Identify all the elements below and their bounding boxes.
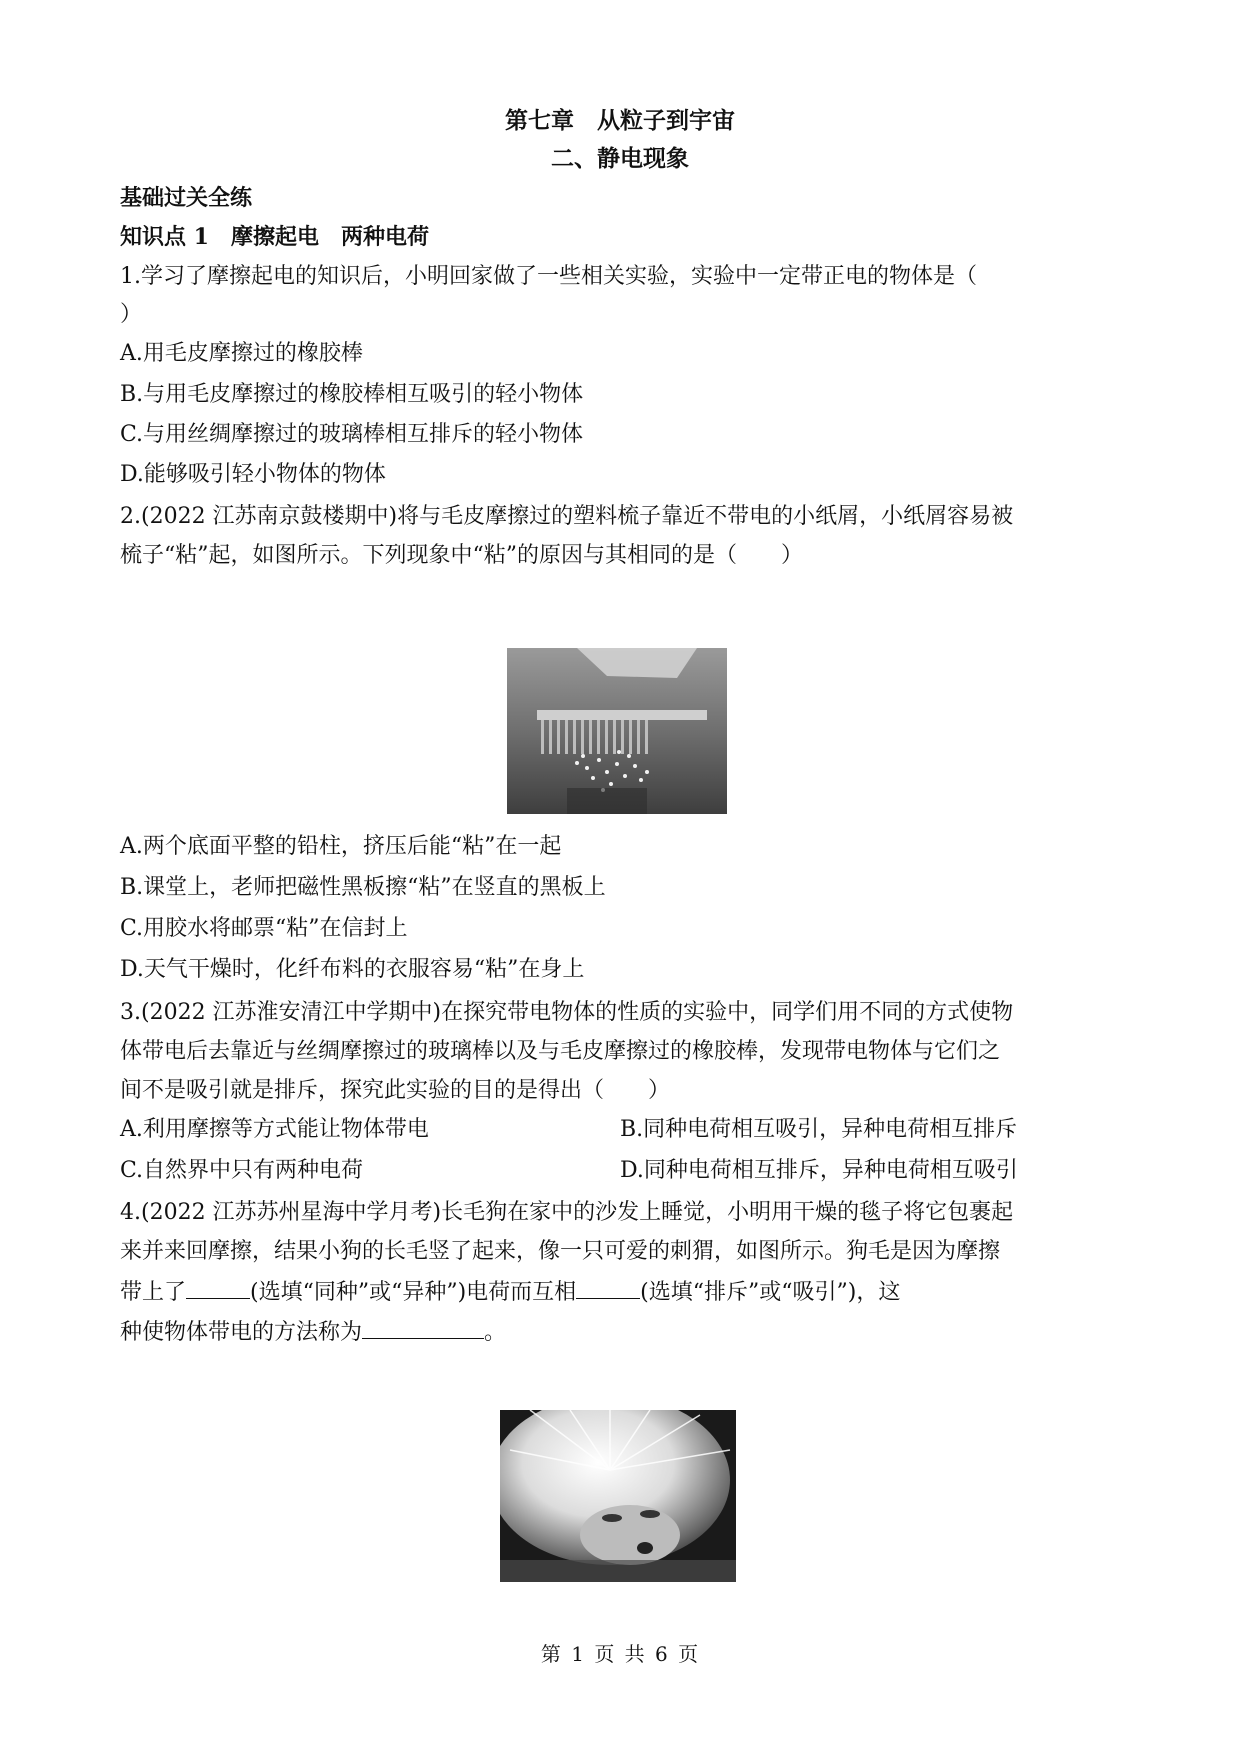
q3-option-d: D.同种电荷相互排斥，异种电荷相互吸引	[620, 1158, 1018, 1183]
q4-stem-line4	[120, 1316, 1130, 1348]
q2-option-a: A.两个底面平整的铅柱，挤压后能“粘”在一起	[120, 834, 562, 859]
q4-stem-line1: 4.(2022 江苏苏州星海中学月考)长毛狗在家中的沙发上睡觉，小明用干燥的毯子将它包裹起	[120, 1200, 1014, 1225]
q3-option-c: C.自然界中只有两种电荷	[120, 1158, 364, 1183]
q1-stem-line2: ）	[120, 302, 143, 327]
q1-option-b: B.与用毛皮摩擦过的橡胶棒相互吸引的轻小物体	[120, 382, 584, 407]
q2-option-b: B.课堂上，老师把磁性黑板擦“粘”在竖直的黑板上	[120, 875, 606, 900]
q3-option-b: B.同种电荷相互吸引，异种电荷相互排斥	[620, 1117, 1018, 1142]
fluffy-dog-photo	[500, 1410, 736, 1582]
q1-option-d: D.能够吸引轻小物体的物体	[120, 462, 386, 487]
q4-text-part4: 种使物体带电的方法称为	[120, 1320, 363, 1345]
page-footer: 第 1 页 共 6 页	[540, 1642, 701, 1666]
q4-text-part3: (选填“排斥”或“吸引”)，这	[640, 1280, 901, 1305]
q4-text-part1: 带上了	[120, 1280, 187, 1305]
q1-stem-line1: 1.学习了摩擦起电的知识后，小明回家做了一些相关实验，实验中一定带正电的物体是（	[120, 264, 977, 289]
section-label: 基础过关全练	[120, 185, 253, 211]
comb-paper-photo	[507, 648, 727, 814]
q3-option-a: A.利用摩擦等方式能让物体带电	[120, 1117, 429, 1142]
knowledge-point-heading: 知识点 1 摩擦起电 两种电荷	[120, 224, 429, 250]
q2-option-c: C.用胶水将邮票“粘”在信封上	[120, 916, 408, 941]
q4-blank-2[interactable]	[576, 1276, 640, 1299]
q1-option-c: C.与用丝绸摩擦过的玻璃棒相互排斥的轻小物体	[120, 422, 584, 447]
q1-option-a: A.用毛皮摩擦过的橡胶棒	[120, 341, 363, 366]
q4-blank-1[interactable]	[186, 1276, 250, 1299]
q2-stem-line2: 梳子“粘”起，如图所示。下列现象中“粘”的原因与其相同的是（ ）	[120, 543, 803, 568]
q2-stem-line1: 2.(2022 江苏南京鼓楼期中)将与毛皮摩擦过的塑料梳子靠近不带电的小纸屑，小纸屑容易被	[120, 504, 1014, 529]
q4-text-part5: 。	[484, 1320, 507, 1345]
q2-option-d: D.天气干燥时，化纤布料的衣服容易“粘”在身上	[120, 957, 585, 982]
section-title: 二、静电现象	[551, 145, 689, 172]
q4-blank-3[interactable]	[362, 1316, 484, 1339]
chapter-title: 第七章 从粒子到宇宙	[505, 107, 735, 134]
q4-stem-line3	[120, 1276, 1130, 1308]
q4-text-part2: (选填“同种”或“异种”)电荷而互相	[250, 1280, 577, 1305]
q4-stem-line2: 来并来回摩擦，结果小狗的长毛竖了起来，像一只可爱的刺猬，如图所示。狗毛是因为摩擦	[120, 1239, 1001, 1264]
q3-stem-line1: 3.(2022 江苏淮安清江中学期中)在探究带电物体的性质的实验中，同学们用不同的方式使物	[120, 1000, 1014, 1025]
q3-stem-line2: 体带电后去靠近与丝绸摩擦过的玻璃棒以及与毛皮摩擦过的橡胶棒，发现带电物体与它们之	[120, 1039, 1001, 1064]
q3-stem-line3: 间不是吸引就是排斥，探究此实验的目的是得出（ ）	[120, 1078, 671, 1103]
